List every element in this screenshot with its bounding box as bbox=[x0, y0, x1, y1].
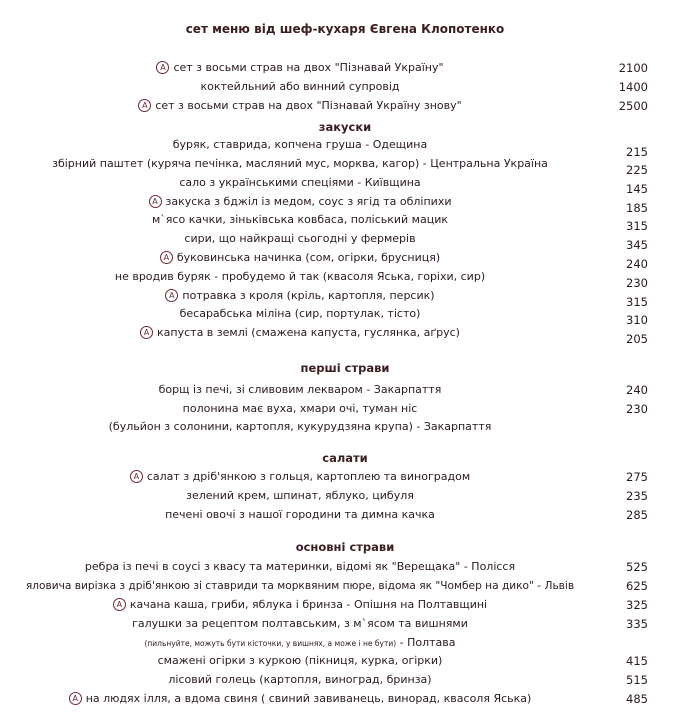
menu-price: 230 bbox=[626, 276, 648, 290]
menu-item: збірний паштет (куряча печінка, масляний мус, морква, кагор) - Центральна Україна bbox=[52, 157, 548, 170]
menu-price: 235 bbox=[626, 489, 648, 503]
menu-price: 625 bbox=[626, 579, 648, 593]
a-badge-icon: А bbox=[165, 289, 178, 302]
a-badge-icon: А bbox=[69, 692, 82, 705]
item-note: (пильнуйте, можуть бути кісточки, у вишнях, а може і не бути) bbox=[144, 639, 397, 648]
menu-price: 515 bbox=[626, 673, 648, 687]
a-badge-icon: А bbox=[130, 470, 143, 483]
menu-item: (пильнуйте, можуть бути кісточки, у вишнях, а може і не бути) - Полтава bbox=[144, 636, 456, 649]
menu-item: А буковинська начинка (сом, огірки, брусниця) bbox=[0, 251, 600, 265]
menu-item: А салат з дріб'янкою з гольця, картоплею та виноградом bbox=[0, 470, 600, 484]
a-badge-icon: А bbox=[138, 99, 151, 112]
menu-item: зелений крем, шпинат, яблуко, цибуля bbox=[186, 489, 414, 502]
menu-price: 185 bbox=[626, 201, 648, 215]
section-heading-osnovni: основні страви bbox=[295, 540, 395, 554]
menu-price: 315 bbox=[626, 219, 648, 233]
set-item: А сет з восьми страв на двох "Пізнавай Україну знову" bbox=[0, 99, 600, 113]
menu-item: не вродив буряк - пробудемо й так (квасоля Яська, горіхи, сир) bbox=[114, 270, 486, 283]
menu-title: сет меню від шеф-кухаря Євгена Клопотенко bbox=[185, 22, 505, 36]
menu-item: борщ із печі, зі сливовим лекваром - Закарпаття bbox=[158, 383, 442, 396]
a-badge-icon: А bbox=[149, 195, 162, 208]
menu-item: А качана каша, гриби, яблука і бринза - Опішня на Полтавщині bbox=[0, 598, 600, 612]
menu-item: лісовий голець (картопля, виноград, бринза) bbox=[168, 673, 432, 686]
menu-item: А на людях ілля, а вдома свиня ( свиний завиванець, винорад, квасоля Яська) bbox=[0, 692, 600, 706]
menu-item: полонина має вуха, хмари очі, туман ніс bbox=[182, 402, 418, 415]
menu-item: буряк, ставрида, копчена груша - Одещина bbox=[172, 138, 428, 151]
menu-price: 285 bbox=[626, 508, 648, 522]
menu-price: 145 bbox=[626, 182, 648, 196]
set-price: 1400 bbox=[618, 80, 648, 94]
menu-item: м`ясо качки, зіньківська ковбаса, поліський мацик bbox=[152, 213, 448, 226]
set-price: 2100 bbox=[618, 61, 648, 75]
section-heading-pershi: перші страви bbox=[300, 361, 390, 375]
menu-price: 345 bbox=[626, 238, 648, 252]
menu-item: смажені огірки з куркою (пікниця, курка, огірки) bbox=[157, 654, 443, 667]
set-price: 2500 bbox=[618, 99, 648, 113]
menu-price: 315 bbox=[626, 295, 648, 309]
menu-item: печені овочі з нашої городини та димна качка bbox=[165, 508, 435, 521]
menu-price: 335 bbox=[626, 617, 648, 631]
menu-item: А потравка з кроля (кріль, картопля, персик) bbox=[0, 289, 600, 303]
menu-price: 275 bbox=[626, 470, 648, 484]
menu-item: бесарабська міліна (сир, портулак, тісто) bbox=[179, 307, 421, 320]
menu-item: А капуста в землі (смажена капуста, гуслянка, аґрус) bbox=[0, 326, 600, 340]
menu-item: сало з українськими спеціями - Київщина bbox=[179, 176, 421, 189]
menu-price: 225 bbox=[626, 163, 648, 177]
section-heading-salaty: салати bbox=[322, 451, 368, 465]
menu-item: яловича вирізка з дріб'янкою зі ставриди та морквяним пюре, відома як "Чомбер на дико" - Львів bbox=[25, 580, 575, 592]
menu-item: галушки за рецептом полтавським, з м`ясом та вишнями bbox=[132, 617, 468, 630]
menu-price: 485 bbox=[626, 692, 648, 706]
a-badge-icon: А bbox=[113, 598, 126, 611]
menu-item: (бульйон з солонини, картопля, кукурудзяна крупа) - Закарпаття bbox=[108, 420, 492, 433]
menu-price: 215 bbox=[626, 145, 648, 159]
menu-item: ребра із печі в соусі з квасу та материнки, відомі як "Верещака" - Полісся bbox=[84, 560, 516, 573]
menu-price: 240 bbox=[626, 383, 648, 397]
a-badge-icon: А bbox=[140, 326, 153, 339]
section-heading-zakusky: закуски bbox=[318, 120, 372, 134]
menu-item: сири, що найкращі сьогодні у фермерів bbox=[184, 232, 416, 245]
menu-price: 310 bbox=[626, 313, 648, 327]
menu-price: 205 bbox=[626, 332, 648, 346]
a-badge-icon: А bbox=[156, 61, 169, 74]
menu-price: 325 bbox=[626, 598, 648, 612]
menu-item: А закуска з бджіл із медом, соус з ягід та обліпихи bbox=[0, 195, 600, 209]
a-badge-icon: А bbox=[160, 251, 173, 264]
menu-price: 230 bbox=[626, 402, 648, 416]
menu-price: 525 bbox=[626, 560, 648, 574]
menu-price: 415 bbox=[626, 654, 648, 668]
set-item: коктейльний або винний супровід bbox=[200, 80, 400, 93]
set-item: А сет з восьми страв на двох "Пізнавай Україну" bbox=[0, 61, 600, 75]
menu-price: 240 bbox=[626, 257, 648, 271]
